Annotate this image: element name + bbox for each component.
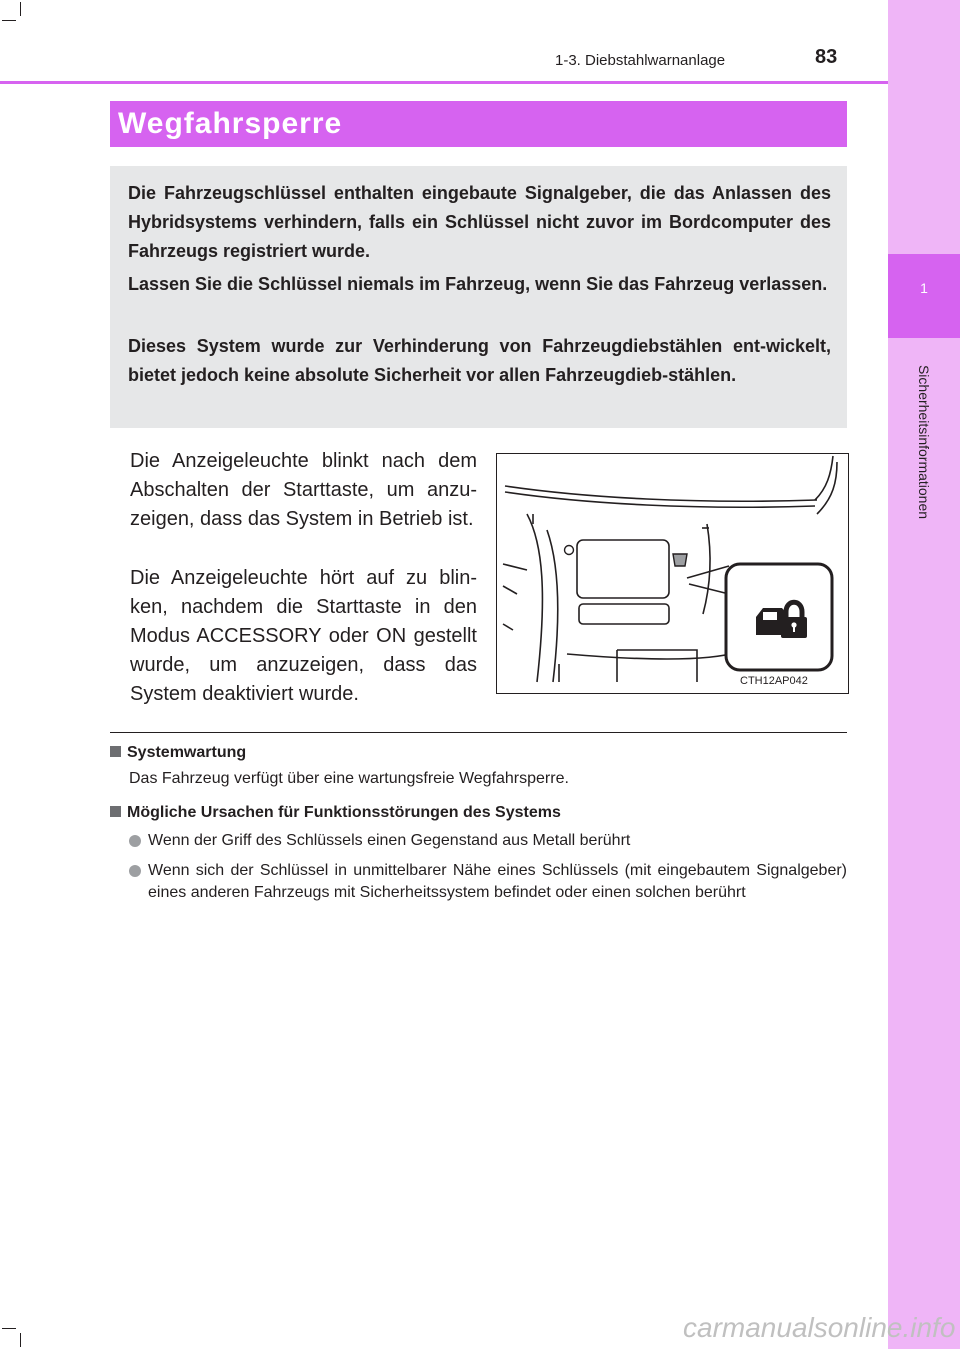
chapter-number: 1 xyxy=(920,280,928,296)
dashboard-illustration xyxy=(497,454,848,693)
section-title: 1-3. Diebstahlwarnanlage xyxy=(555,52,726,69)
crop-mark xyxy=(20,2,21,16)
note-text: Das Fahrzeug verfügt über eine wartungsfreie Wegfahrsperre. xyxy=(129,770,569,787)
body-paragraph: Die Anzeigeleuchte blinkt nach dem Abschalten der Starttaste, um anzu-zeigen, dass das System in Betrieb ist. xyxy=(130,450,477,530)
dashboard-figure xyxy=(496,453,849,694)
list-item: Wenn der Griff des Schlüssels einen Gegenstand aus Metall berührt xyxy=(148,832,631,849)
note-heading: Mögliche Ursachen für Funktionsstörungen des Systems xyxy=(110,804,847,822)
intro-paragraph: Lassen Sie die Schlüssel niemals im Fahrzeug, wenn Sie das Fahrzeug verlassen. xyxy=(128,274,828,294)
note-ursachen xyxy=(110,804,847,822)
figure-code: CTH12AP042 xyxy=(740,675,808,687)
header-rule xyxy=(0,81,888,84)
page-title: Wegfahrsperre xyxy=(118,107,343,140)
intro-box xyxy=(110,166,847,428)
crop-mark xyxy=(2,20,16,21)
body-paragraph: Die Anzeigeleuchte hört auf zu blin-ken, nachdem die Starttaste in den Modus ACCESSORY oder ON gestellt wurde, um anzuzeigen, dass das System deaktiviert wurde. xyxy=(130,567,477,705)
watermark: carmanualsonline.info xyxy=(683,1312,956,1343)
note-heading: Systemwartung xyxy=(110,744,847,762)
chapter-sidebar xyxy=(888,0,960,1349)
list-item: Wenn sich der Schlüssel in unmittelbarer Nähe eines Schlüssels (mit eingebautem Signalgeber) eines anderen Fahrzeugs mit Sicherheitssystem befindet oder einen solchen berührt xyxy=(148,862,847,901)
page-number: 83 xyxy=(815,46,838,68)
intro-paragraph: Dieses System wurde zur Verhinderung von Fahrzeugdiebstählen ent-wickelt, bietet jedoch keine absolute Sicherheit vor allen Fahrzeugdieb-stählen. xyxy=(128,336,831,385)
intro-paragraph: Die Fahrzeugschlüssel enthalten eingebaute Signalgeber, die das Anlassen des Hybridsystems verhindern, falls ein Schlüssel nicht zuvor im Bordcomputer des Fahrzeugs registriert wurde. xyxy=(128,183,831,261)
chapter-tab[interactable] xyxy=(888,254,960,338)
section-divider xyxy=(110,732,847,733)
round-bullet-icon xyxy=(129,865,141,877)
round-bullet-icon xyxy=(129,835,141,847)
square-bullet-icon xyxy=(110,806,121,817)
crop-mark xyxy=(20,1333,21,1347)
square-bullet-icon xyxy=(110,746,121,757)
note-systemwartung xyxy=(110,744,847,790)
crop-mark xyxy=(2,1328,16,1329)
